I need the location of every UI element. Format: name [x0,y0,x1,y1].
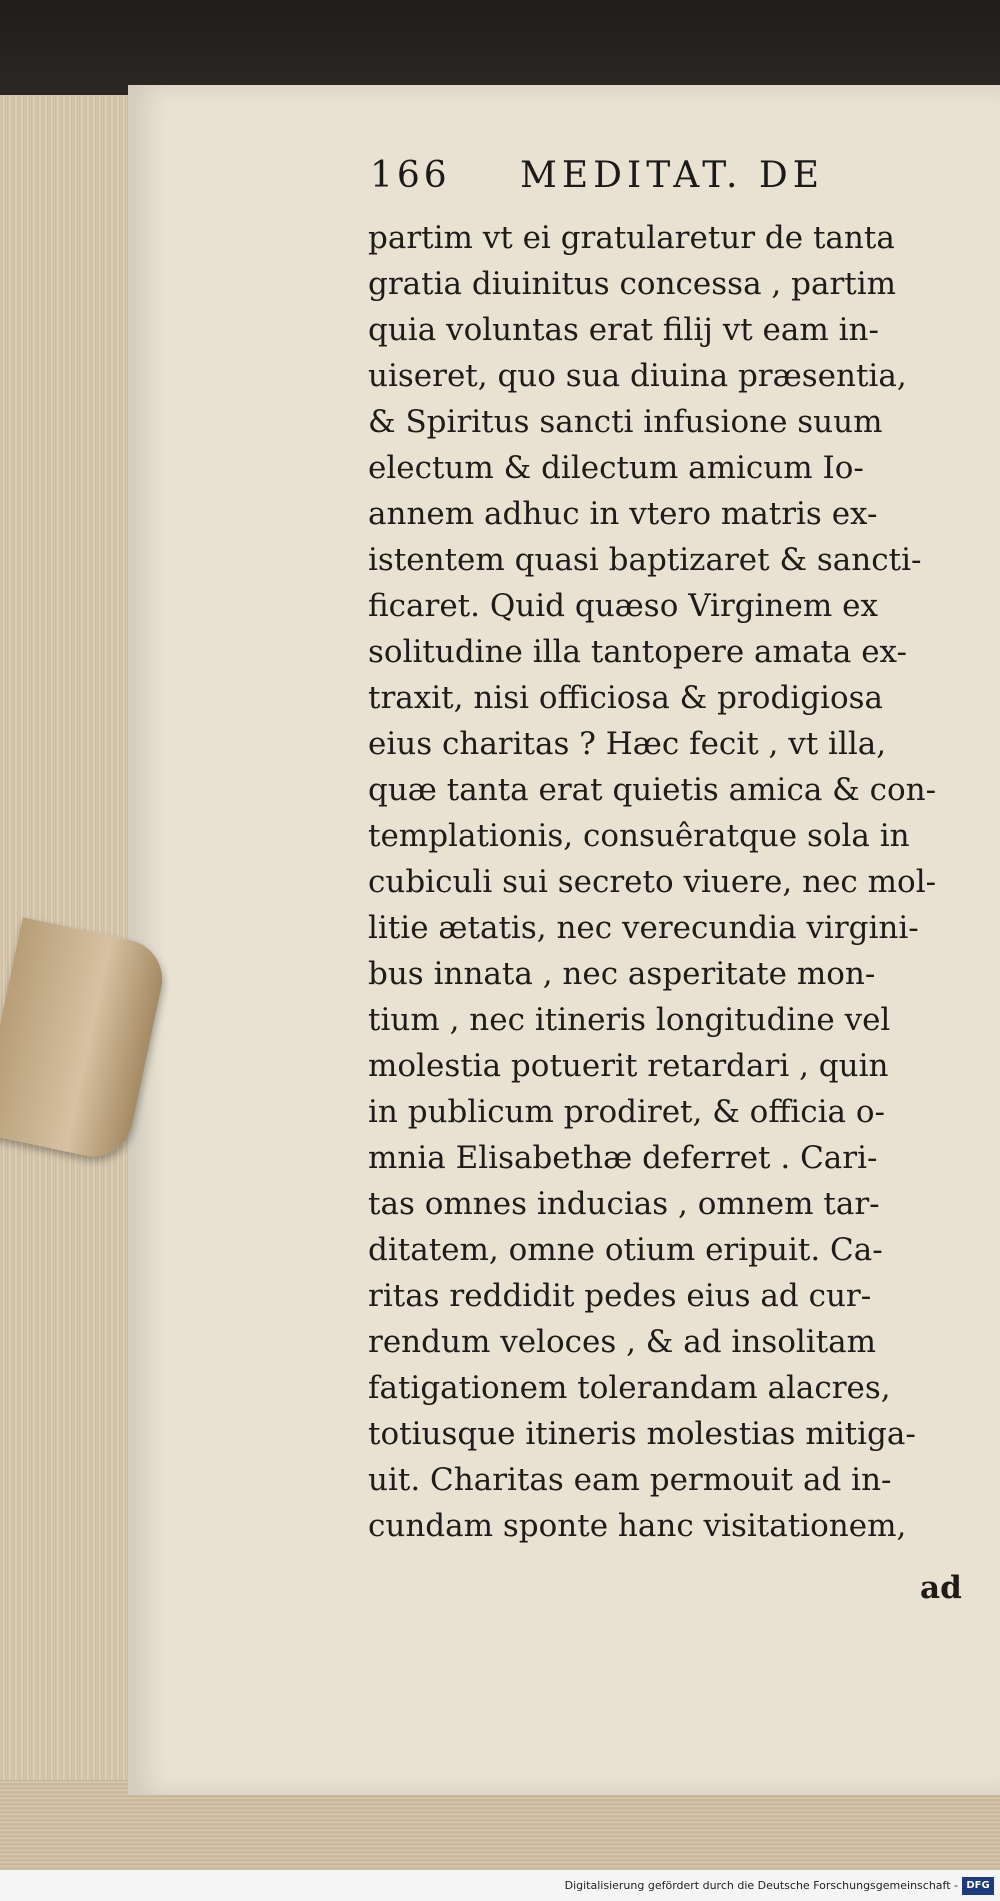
text-line: totiusque itineris molestias mitiga- [368,1416,916,1452]
text-line: annem adhuc in vtero matris ex- [368,496,878,532]
text-line: in publicum prodiret, & officia o- [368,1094,886,1130]
text-line: bus innata , nec asperitate mon- [368,956,876,992]
text-line: istentem quasi baptizaret & sancti- [368,542,922,578]
text-line: ritas reddidit pedes eius ad cur- [368,1278,872,1314]
text-line: eius charitas ? Hæc fecit , vt illa, [368,726,887,762]
running-title: MEDITAT. DE [520,155,825,196]
text-line: mnia Elisabethæ deferret . Cari- [368,1140,878,1176]
text-line: rendum veloces , & ad insolitam [368,1324,877,1360]
text-line: templationis, consuêratque sola in [368,818,910,854]
text-line: cubiculi sui secreto viuere, nec mol- [368,864,937,900]
page-number: 166 [370,155,451,196]
text-line: ficaret. Quid quæso Virginem ex [368,588,878,624]
text-line: uiseret, quo sua diuina præsentia, [368,358,907,394]
digitization-credit: Digitalisierung gefördert durch die Deutsche Forschungsgemeinschaft - [564,1879,958,1892]
dfg-logo-icon: DFG [962,1877,994,1895]
text-line: molestia potuerit retardari , quin [368,1048,889,1084]
text-line: quæ tanta erat quietis amica & con- [368,772,937,808]
text-line: solitudine illa tantopere amata ex- [368,634,907,670]
catchword: ad [920,1570,962,1606]
text-line: fatigationem tolerandam alacres, [368,1370,891,1406]
text-line: electum & dilectum amicum Io- [368,450,864,486]
text-line: uit. Charitas eam permouit ad in- [368,1462,892,1498]
text-line: ditatem, omne otium eripuit. Ca- [368,1232,883,1268]
text-line: tas omnes inducias , omnem tar- [368,1186,880,1222]
text-line: & Spiritus sancti infusione suum [368,404,883,440]
page-header [370,155,890,205]
text-line: litie ætatis, nec verecundia virgini- [368,910,919,946]
text-line: tium , nec itineris longitudine vel [368,1002,891,1038]
text-line: traxit, nisi officiosa & prodigiosa [368,680,884,716]
text-line: gratia diuinitus concessa , partim [368,266,897,302]
text-line: quia voluntas erat filij vt eam in- [368,312,879,348]
text-line: cundam sponte hanc visitationem, [368,1508,907,1544]
body-text [368,216,968,1566]
text-line: partim vt ei gratularetur de tanta [368,220,895,256]
